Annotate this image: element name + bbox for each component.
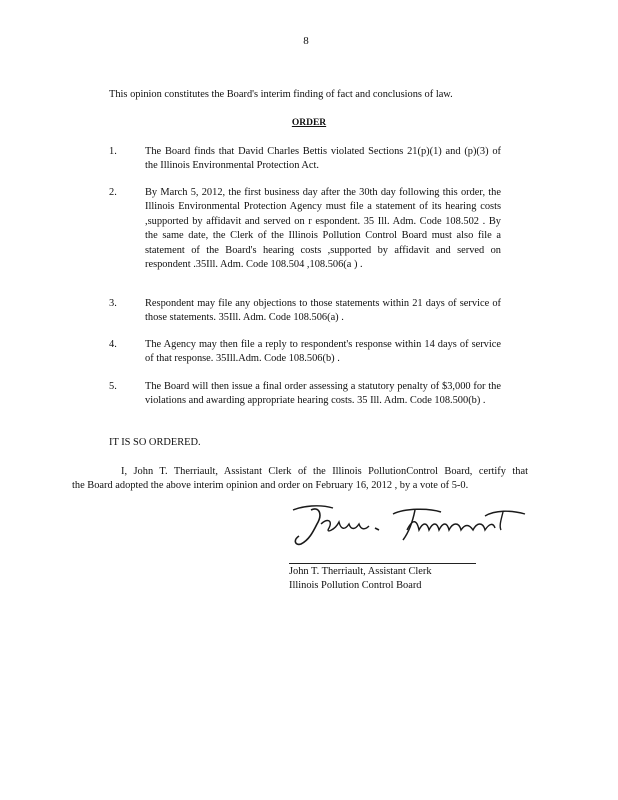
order-item-number: 4. <box>109 339 117 350</box>
order-item-number: 2. <box>109 187 117 198</box>
order-heading-text: ORDER <box>291 118 327 128</box>
order-item-text: Respondent may file any objections to those statements within 21 days of service of those statements. 35Ill. Adm. Code 108.506(a) . <box>145 298 501 324</box>
certification-line-1: I, John T. Therriault, Assistant Clerk of the Illinois PollutionControl Board, certify that <box>121 466 528 477</box>
signer-name-title: John T. Therriault, Assistant Clerk <box>289 566 432 577</box>
order-item-number: 1. <box>109 146 117 157</box>
closing-statement: IT IS SO ORDERED. <box>109 437 201 448</box>
order-item-text: The Board will then issue a final order assessing a statutory penalty of $3,000 for the violations and awarding appropriate hearing costs. 35 Ill. Adm. Code 108.500(b) . <box>145 381 501 407</box>
handwritten-signature <box>289 500 529 548</box>
order-heading <box>0 116 618 130</box>
order-item-text: The Board finds that David Charles Bettis violated Sections 21(p)(1) and (p)(3) of the Illinois Environmental Protection Act. <box>145 146 501 172</box>
intro-paragraph: This opinion constitutes the Board's interim finding of fact and conclusions of law. <box>109 89 453 100</box>
order-item-text: By March 5, 2012, the first business day after the 30th day following this order, the Illinois Environmental Protection Agency must file a statement of its hearing costs ,supported by affidavit and served on r espondent. 35 Ill. Adm. Code 108.502 . By the same date, the Clerk of the Illinois Pollution Control Board must also file a statement of the Board's hearing costs ,supported by affidavit and served on respondent .35Ill. Adm. Code 108.504 ,108.506(a ) . <box>145 187 501 271</box>
certification-line-2: the Board adopted the above interim opinion and order on February 16, 2012 , by a vote of 5-0. <box>72 480 469 491</box>
signer-organization: Illinois Pollution Control Board <box>289 580 422 592</box>
order-item-number: 5. <box>109 381 117 392</box>
order-item-number: 3. <box>109 298 117 309</box>
page-number: 8 <box>303 35 309 47</box>
signature-line <box>289 563 476 564</box>
signer-block <box>289 565 432 594</box>
order-item-text: The Agency may then file a reply to respondent's response within 14 days of service of that response. 35Ill.Adm. Code 108.506(b) . <box>145 339 501 365</box>
